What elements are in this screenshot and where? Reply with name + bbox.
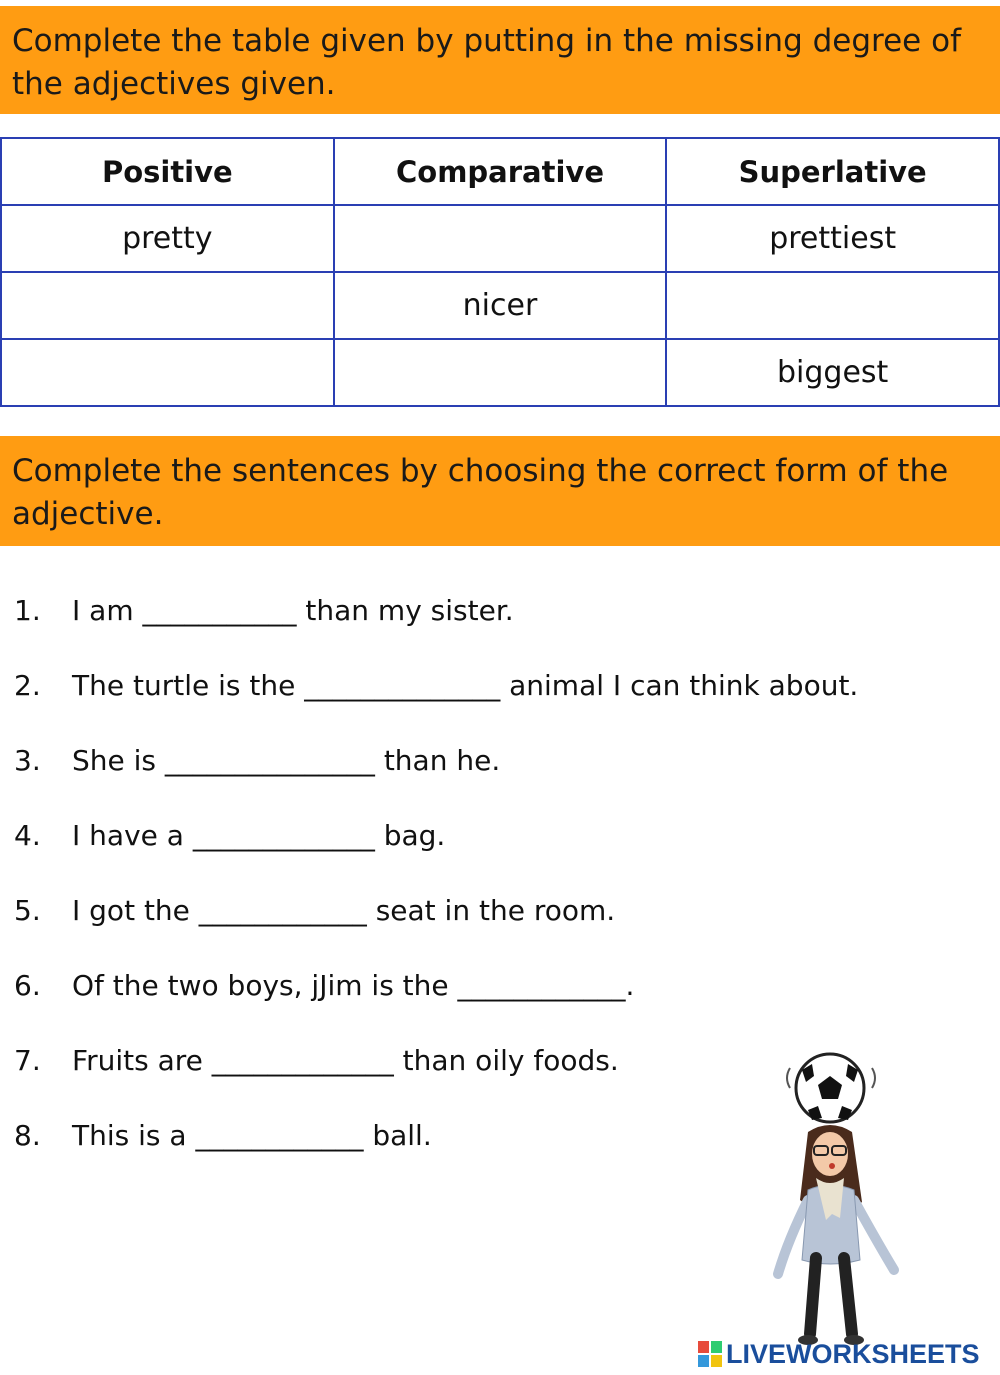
header-superlative: Superlative (666, 138, 999, 205)
girl-with-soccer-ball-illustration (768, 1050, 918, 1350)
table-cell-blank[interactable] (334, 205, 667, 272)
table-cell: biggest (666, 339, 999, 406)
item-number: 6. (14, 969, 41, 1002)
table-row (1, 339, 999, 406)
table-cell-blank[interactable] (1, 272, 334, 339)
sentence-text: This is a ____________ ball. (72, 1119, 432, 1152)
table-cell: prettiest (666, 205, 999, 272)
liveworksheets-logo (698, 1338, 980, 1370)
table-row (1, 205, 999, 272)
item-number: 5. (14, 894, 41, 927)
brand-name: LIVEWORKSHEETS (726, 1338, 980, 1369)
sentence-text: Fruits are _____________ than oily foods. (72, 1044, 619, 1077)
item-number: 1. (14, 594, 41, 627)
item-number: 2. (14, 669, 41, 702)
item-number: 7. (14, 1044, 41, 1077)
list-item[interactable] (0, 951, 980, 1026)
sentence-instructions-text: Complete the sentences by choosing the correct form of the adjective. (12, 453, 949, 532)
table-cell: pretty (1, 205, 334, 272)
sentence-text: I have a _____________ bag. (72, 819, 446, 852)
sentence-text: She is _______________ than he. (72, 744, 501, 777)
table-cell-blank[interactable] (334, 339, 667, 406)
item-number: 3. (14, 744, 41, 777)
header-comparative: Comparative (334, 138, 667, 205)
sentence-text: Of the two boys, jJim is the ____________. (72, 969, 635, 1002)
table-cell-blank[interactable] (1, 339, 334, 406)
table-instructions-text: Complete the table given by putting in the missing degree of the adjectives given. (12, 23, 961, 102)
list-item[interactable] (0, 576, 980, 651)
list-item[interactable] (0, 876, 980, 951)
table-header-row (1, 138, 999, 205)
header-positive: Positive (1, 138, 334, 205)
sentence-text: The turtle is the ______________ animal I can think about. (72, 669, 859, 702)
list-item[interactable] (0, 726, 980, 801)
list-item[interactable] (0, 801, 980, 876)
item-number: 8. (14, 1119, 41, 1152)
sentence-instructions-banner (0, 436, 1000, 546)
adjective-degrees-table (0, 137, 1000, 407)
table-row (1, 272, 999, 339)
item-number: 4. (14, 819, 41, 852)
table-cell: nicer (334, 272, 667, 339)
sentence-text: I got the ____________ seat in the room. (72, 894, 616, 927)
sentence-text: I am ___________ than my sister. (72, 594, 514, 627)
table-instructions-banner (0, 6, 1000, 114)
list-item[interactable] (0, 651, 980, 726)
liveworksheets-blocks-icon (698, 1341, 722, 1367)
table-cell-blank[interactable] (666, 272, 999, 339)
soccer-ball-icon (796, 1054, 864, 1122)
